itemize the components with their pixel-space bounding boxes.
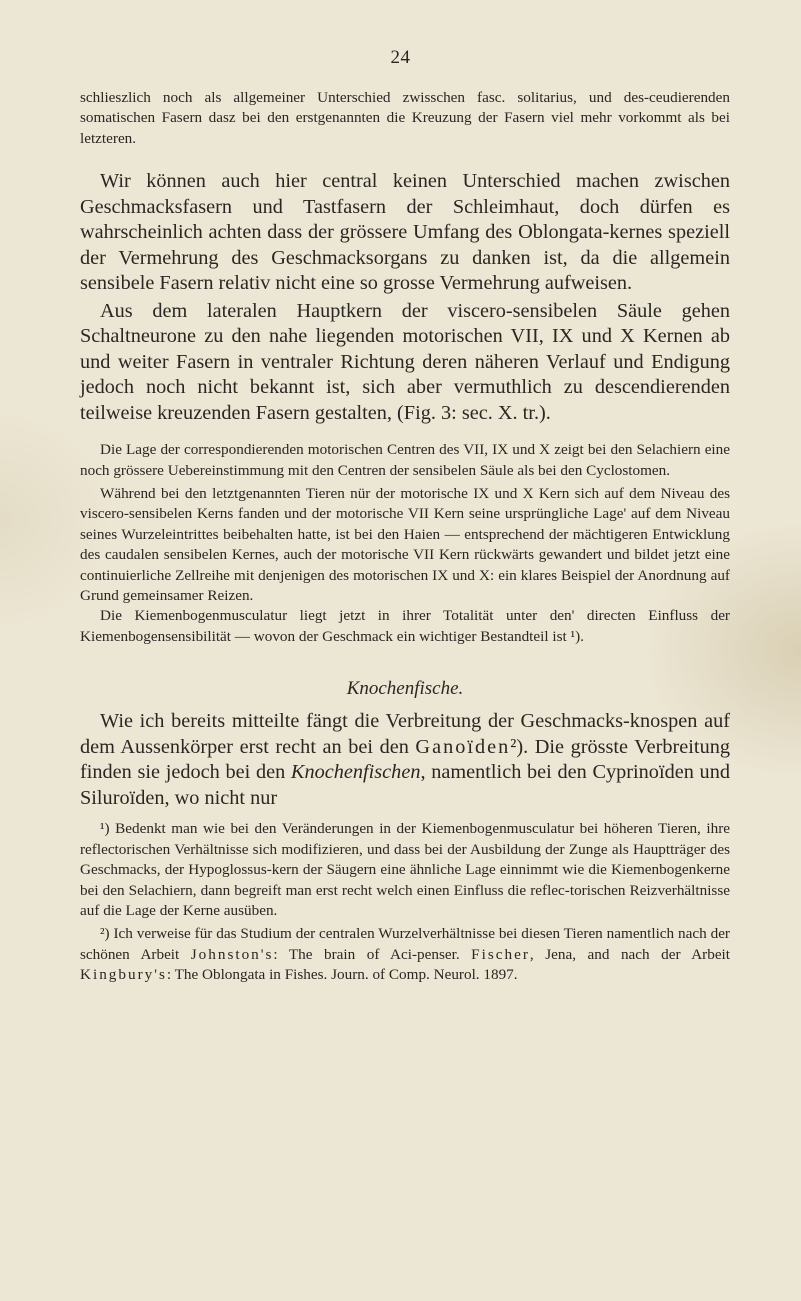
paragraph-7-part-a: Wie ich bereits mitteilte fängt die Verbreitung der Geschmacks-knospen auf dem Aussenkörper erst recht an bei den	[80, 710, 730, 758]
paragraph-7-part-b: ²). Die grösste Verbreitung finden sie jedoch bei den	[80, 735, 730, 784]
paragraph-2: Wir können auch hier central keinen Unterschied machen zwischen Geschmacksfasern und Tastfasern der Schleimhaut, doch dürfen es wahrscheinlich achten dass der grössere Umfang des Oblongata-kernes speziell der Vermehrung des Geschmacksorgans zu danken ist, da die allgemein sensibele Fasern relativ nicht eine so grosse Vermehrung aufweisen.	[80, 170, 730, 295]
author-kingbury: Kingbury's	[80, 966, 167, 984]
footnote-2	[80, 924, 730, 985]
author-fischer: Fischer	[471, 945, 530, 963]
footnote-2-part-a: ²) Ich verweise für das Studium der centralen Wurzelverhältnisse bei diesen Tieren namentlich nach der schönen Arbeit	[80, 925, 730, 963]
paragraph-7	[80, 709, 730, 811]
footnote-1: ¹) Bedenkt man wie bei den Veränderungen in der Kiemenbogenmusculatur bei höheren Tieren, ihre reflectorischen Verhältnisse sich modifizieren, und dass bei der Ausbildung der Zunge als Hauptträger des Geschmacks, der Hypoglossus-kern der Säugern eine ähnliche Lage einnimmt wie die Kiemenbogenkerne bei den Selachiern, dann begreift man erst recht welch einen Einfluss die reflec-torischen Reizverhältnisse auf die Lage der Kerne ausüben.	[80, 820, 730, 919]
footnote-2-part-d: : The Oblongata in Fishes. Journ. of Comp. Neurol. 1897.	[166, 966, 518, 984]
page-number: 24	[390, 47, 411, 68]
footnote-2-part-c: , Jena, and nach der Arbeit	[529, 945, 730, 963]
footnote-2-part-b: : The brain of Aci-penser.	[273, 945, 472, 963]
term-ganoiden: Ganoïden	[415, 735, 511, 758]
term-knochenfischen: Knochenfischen	[290, 761, 421, 784]
paragraph-6: Die Kiemenbogenmusculatur liegt jetzt in ihrer Totalität unter den' directen Einfluss der Kiemenbogensensibilität — wovon der Geschmack ein wichtiger Bestandteil ist ¹).	[80, 607, 730, 645]
paragraph-3: Aus dem lateralen Hauptkern der viscero-sensibelen Säule gehen Schaltneurone zu den nahe liegenden motorischen VII, IX und X Kernen ab und weiter Fasern in ventraler Richtung deren näheren Verlauf und Endigung jedoch noch nicht bekannt ist, sich aber vermuthlich zu descendierenden teilweise kreuzenden Fasern gestalten, (Fig. 3: sec. X. tr.).	[80, 299, 730, 424]
author-johnston: Johnston's	[190, 945, 274, 963]
section-title: Knochenfische.	[346, 678, 464, 700]
paragraph-7-part-c: , namentlich bei den Cyprinoïden und Siluroïden, wo nicht nur	[80, 761, 730, 809]
text-column	[80, 88, 730, 986]
paragraph-4: Die Lage der correspondierenden motorischen Centren des VII, IX und X zeigt bei den Selachiern eine noch grössere Uebereinstimmung mit den Centren der sensibelen Säule als bei den Cyclostomen.	[80, 441, 730, 479]
paragraph-5: Während bei den letztgenannten Tieren nür der motorische IX und X Kern sich auf dem Niveau des viscero-sensibelen Kerns fanden und der motorische VII Kern seine ursprüngliche Lage' auf dem Niveau seines Wurzeleintrittes beibehalten hatte, ist bei den Haien — entsprechend der mächtigeren Entwicklung des caudalen sensibelen Kernes, auch der motorische VII Kern rückwärts gewandert und bildet jetzt eine continuierliche Zellreihe mit denjenigen des motorischen IX und X: ein klares Beispiel der Anordnung auf Grund gemeinsamer Reizen.	[80, 485, 730, 605]
paragraph-1: schlieszlich noch als allgemeiner Unterschied zwisschen fasc. solitarius, und des-ceudierenden somatischen Fasern dasz bei den erstgenannten die Kreuzung der Fasern viel mehr vorkommt als bei letzteren.	[80, 89, 730, 147]
